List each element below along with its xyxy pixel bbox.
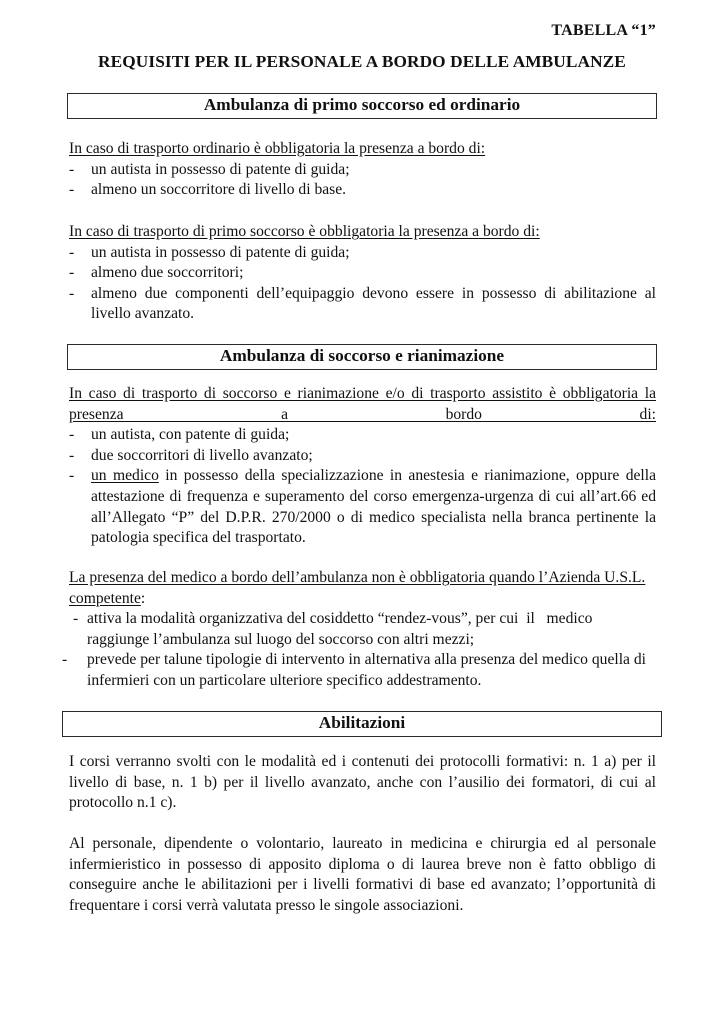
document-title: REQUISITI PER IL PERSONALE A BORDO DELLE AMBULANZE — [98, 52, 626, 71]
exemption-lead-underlined: La presenza del medico a bordo dell’ambulanza non è obbligatoria quando l’Azienda U.S.L. competente — [69, 569, 646, 607]
list-item-text: prevede per talune tipologie di intervento in alternativa alla presenza del medico quella di infermieri con un particolare ulteriore specifico addestramento. — [87, 651, 646, 689]
list-item — [62, 650, 656, 691]
list-item — [69, 284, 656, 325]
dash-bullet: - — [69, 426, 75, 444]
requirement-list — [69, 425, 656, 549]
resuscitation-transport-requirements — [69, 384, 656, 549]
medico-exemption-conditions — [62, 568, 656, 692]
list-item-text: almeno due soccorritori; — [91, 264, 244, 282]
dash-bullet: - — [62, 651, 68, 669]
requirement-lead: In caso di trasporto di soccorso e rianimazione e/o di trasporto assistito è obbligatoria la presenza a bordo di: — [69, 385, 656, 423]
list-item-text: due soccorritori di livello avanzato; — [91, 446, 313, 464]
courses-paragraph: I corsi verranno svolti con le modalità ed i contenuti dei protocolli formativi: n. 1 a) per il livello di base, n. 1 b) per il livello avanzato, anche con l’ausilio dei formatori, di cui al protocollo n.1 c). — [69, 753, 656, 812]
dash-bullet: - — [73, 610, 79, 628]
ordinary-transport-requirements — [69, 139, 656, 201]
list-item — [69, 180, 656, 201]
list-item-text: un autista, con patente di guida; — [91, 426, 290, 444]
dash-bullet: - — [69, 284, 75, 302]
requirement-list — [69, 243, 656, 325]
section-heading-primo-soccorso: Ambulanza di primo soccorso ed ordinario — [67, 93, 657, 119]
dash-bullet: - — [69, 264, 75, 282]
section-heading-abilitazioni: Abilitazioni — [62, 711, 662, 737]
dash-bullet: - — [69, 181, 75, 199]
requirement-lead: In caso di trasporto di primo soccorso è obbligatoria la presenza a bordo di: — [69, 223, 540, 240]
exemption-lead — [69, 568, 656, 609]
table-label: TABELLA “1” — [551, 22, 656, 39]
dash-bullet: - — [69, 446, 75, 464]
list-item — [69, 263, 656, 284]
exemption-list — [62, 609, 656, 691]
medico-emphasis: un medico — [91, 467, 159, 485]
list-item-medico — [69, 466, 656, 548]
list-item — [69, 446, 656, 467]
list-item-text: attiva la modalità organizzativa del cosiddetto “rendez-vous”, per cui il medico raggiunge l’ambulanza sul luogo del soccorso con altri mezzi; — [87, 610, 597, 648]
list-item — [69, 609, 656, 650]
list-item-text: un autista in possesso di patente di guida; — [91, 160, 350, 178]
requirement-lead: In caso di trasporto ordinario è obbligatoria la presenza a bordo di: — [69, 140, 486, 157]
list-item — [69, 160, 656, 181]
list-item — [69, 243, 656, 264]
dash-bullet: - — [69, 467, 75, 485]
dash-bullet: - — [69, 160, 75, 178]
exemption-lead-tail: : — [140, 589, 146, 607]
list-item-text: un autista in possesso di patente di guida; — [91, 243, 350, 261]
first-aid-transport-requirements — [69, 222, 656, 325]
list-item-text: almeno due componenti dell’equipaggio devono essere in possesso di abilitazione al livello avanzato. — [91, 284, 656, 323]
list-item-text: almeno un soccorritore di livello di base. — [91, 181, 347, 199]
list-item — [69, 425, 656, 446]
section-heading-rianimazione: Ambulanza di soccorso e rianimazione — [67, 344, 657, 370]
requirement-list — [69, 160, 656, 201]
exemption-paragraph: Al personale, dipendente o volontario, laureato in medicina e chirurgia ed al personale infermieristico in possesso di apposito diploma o di laurea breve non è fatto obbligo di conseguire anche le abilitazioni per i livelli formativi di base ed avanzato; l’opportunità di frequentare i corsi verrà valutata presso le singole associazioni. — [69, 835, 656, 914]
list-item-text: in possesso della specializzazione in anestesia e rianimazione, oppure della attestazione di frequenza e superamento del corso emergenza-urgenza di cui all’art.66 ed all’Allegato “P” del D.P.R. 270/2000 o di medico specialista nella branca pertinente la patologia specifica del trasportato. — [91, 467, 657, 547]
dash-bullet: - — [69, 243, 75, 261]
